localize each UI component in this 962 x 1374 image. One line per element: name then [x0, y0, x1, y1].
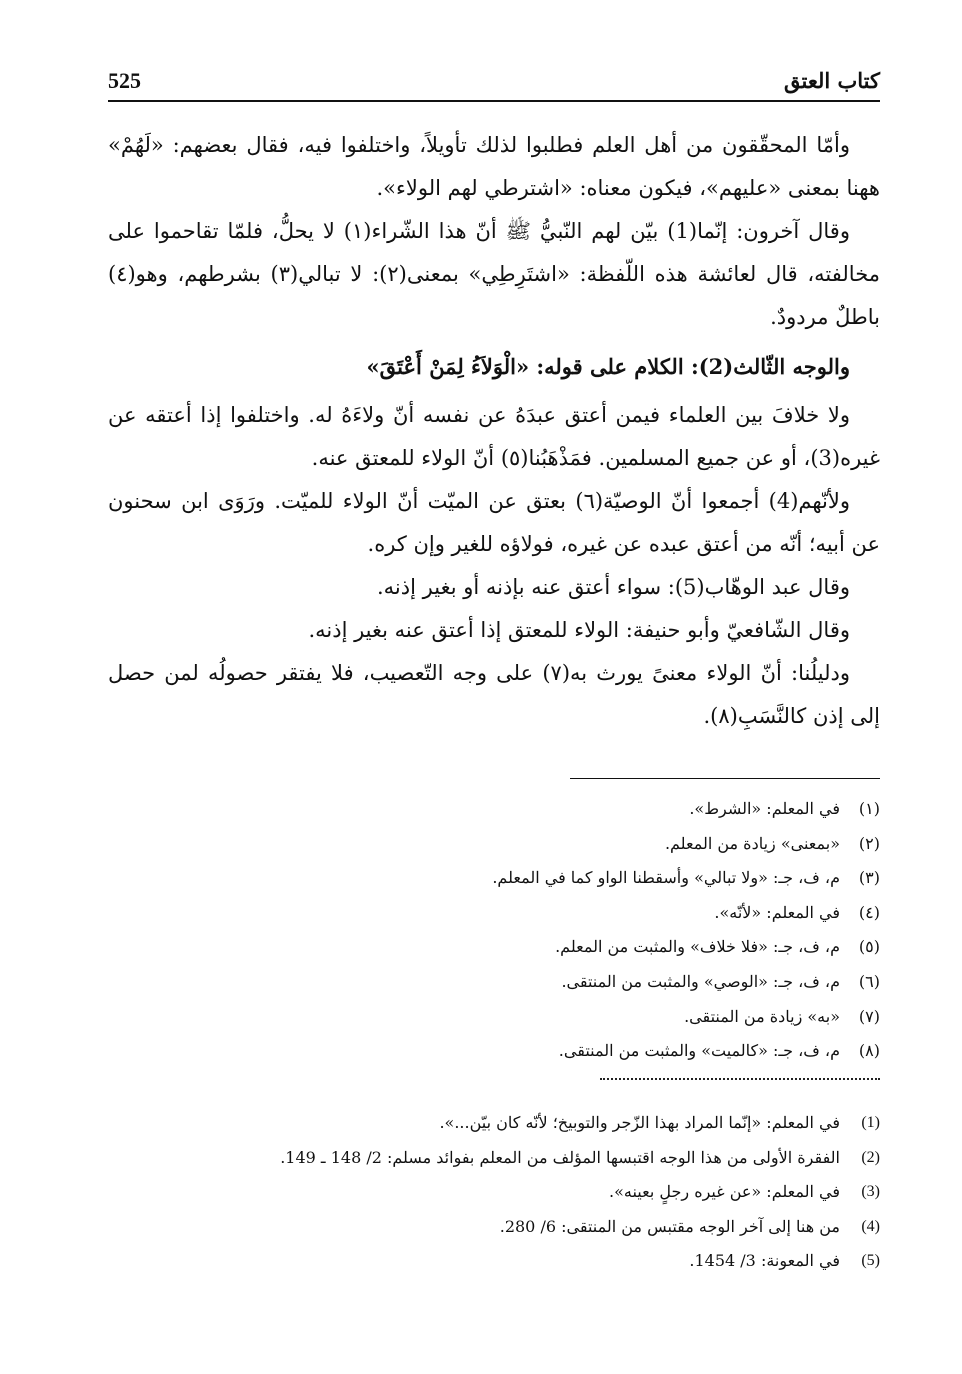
- footnote: [108, 792, 880, 827]
- footnote-separator: [570, 778, 880, 779]
- footnote-number: (٧): [858, 1006, 880, 1026]
- running-title: كتاب العتق: [783, 68, 880, 93]
- footnote: [108, 930, 880, 965]
- paragraph: ودليلُنا: أنّ الولاء معنىً يورث به(٧) على وجه التّعصيب، فلا يفتقر حصولُه لمن حصل إلى إذن كالنَّسَبِ(٨).: [108, 661, 880, 728]
- page-header: [108, 64, 880, 102]
- footnote: [108, 896, 880, 931]
- footnote: [108, 1141, 880, 1176]
- footnote-text: في المعونة: 3/ 1454.: [689, 1251, 840, 1271]
- footnote-number: (4): [861, 1217, 880, 1235]
- footnote: [108, 1175, 880, 1210]
- footnote: [108, 1106, 880, 1141]
- footnote: [108, 1034, 880, 1069]
- section-heading: والوجه الثّالث(2): الكلام على قوله: «الْوَلاَءُ لِمَنْ أَعْتَقَ»: [366, 354, 850, 379]
- footnote-number: (2): [861, 1148, 880, 1166]
- footnote-text: م، ف، جـ: «ولا تبالي» وأسقطنا الواو كما في المعلم.: [492, 868, 840, 888]
- footnote-text: «به» زيادة من المنتقى.: [684, 1006, 840, 1026]
- footnote: [108, 861, 880, 896]
- footnote-text: الفقرة الأولى من هذا الوجه اقتبسها المؤلف من المعلم بفوائد مسلم: 2/ 148 ـ 149.: [280, 1147, 840, 1167]
- footnote-text: من هنا إلى آخر الوجه مقتبس من المنتقى: 6/ 280.: [499, 1216, 840, 1236]
- paragraph: وأمّا المحقّقون من أهل العلم فطلبوا لذلك تأويلاً، واختلفوا فيه، فقال بعضهم: «لَهُمْ» ههنا بمعنى «عليهم»، فيكون معناه: «اشترطي لهم الولاء».: [108, 133, 880, 200]
- footnote-text: م، ف، جـ: «الوصي» والمثبت من المنتقى.: [561, 971, 840, 991]
- footnote-text: في المعلم: «الشرط».: [689, 799, 840, 818]
- footnote: [108, 1210, 880, 1245]
- footnote: [108, 1244, 880, 1279]
- dotted-separator: [600, 1078, 880, 1080]
- main-text: [108, 124, 880, 738]
- footnote-number: (٨): [858, 1041, 880, 1061]
- paragraph: وقال الشّافعيّ وأبو حنيفة: الولاء للمعتق إذا أعتق عنه بغير إذنه.: [308, 618, 850, 642]
- page-number: 525: [108, 68, 141, 93]
- source-footnotes: [108, 1106, 880, 1279]
- footnote-text: في المعلم: «إنّما المراد بهذا الزّجر والتوبيخ؛ لأنّه كان بيّن...».: [439, 1113, 840, 1132]
- footnote-text: في المعلم: «لأنّه».: [714, 902, 840, 922]
- footnote: [108, 827, 880, 862]
- footnote-number: (٦): [858, 971, 880, 991]
- footnote-text: م، ف، جـ: «كالميت» والمثبت من المنتقى.: [558, 1041, 840, 1061]
- footnote-number: (٢): [858, 833, 880, 853]
- footnote-number: (٥): [858, 937, 880, 957]
- footnote-number: (٤): [858, 902, 880, 922]
- footnote-number: (٣): [858, 868, 880, 888]
- footnote-number: (5): [861, 1252, 880, 1270]
- editor-footnotes: [108, 792, 880, 1069]
- footnote: [108, 965, 880, 1000]
- footnote-number: (3): [861, 1183, 880, 1201]
- paragraph: وقال عبد الوهّاب(5): سواء أعتق عنه بإذنه أو بغير إذنه.: [377, 575, 850, 599]
- footnote-number: (١): [858, 799, 880, 818]
- paragraph: ولا خلافَ بين العلماء فيمن أعتق عبدَهُ عن نفسه أنّ ولاءَهُ له. واختلفوا إذا أعتقه عن غيره(3)، أو عن جميع المسلمين. فمَذْهَبُنا(٥) أنّ الولاء للمعتق عنه.: [108, 403, 880, 470]
- footnote-text: م، ف، جـ: «فلا خلاف» والمثبت من المعلم.: [555, 937, 840, 957]
- footnote-number: (1): [861, 1114, 880, 1131]
- paragraph: وقال آخرون: إنّما(1) بيّن لهم النّبيُّ ﷺ أنّ هذا الشّراء(١) لا يحلُّ، فلمّا تقاحموا على مخالفته، قال لعائشة هذه اللّفظة: «اشتَرِطِي» بمعنى(٢): لا تبالي(٣) بشرطهم، وهو(٤) باطلٌ مردودٌ.: [108, 219, 880, 329]
- footnote: [108, 1000, 880, 1035]
- footnote-text: في المعلم: «عن غيره رجلٍ بعينه».: [609, 1182, 840, 1202]
- footnote-text: «بمعنى» زيادة من المعلم.: [664, 833, 840, 853]
- paragraph: ولأنّهم(4) أجمعوا أنّ الوصيّة(٦) بعتق عن الميّت أنّ الولاء للميّت. ورَوَى ابن سحنون عن أبيه؛ أنّه من أعتق عبده عن غيره، فولاؤه للغير وإن كره.: [108, 489, 880, 556]
